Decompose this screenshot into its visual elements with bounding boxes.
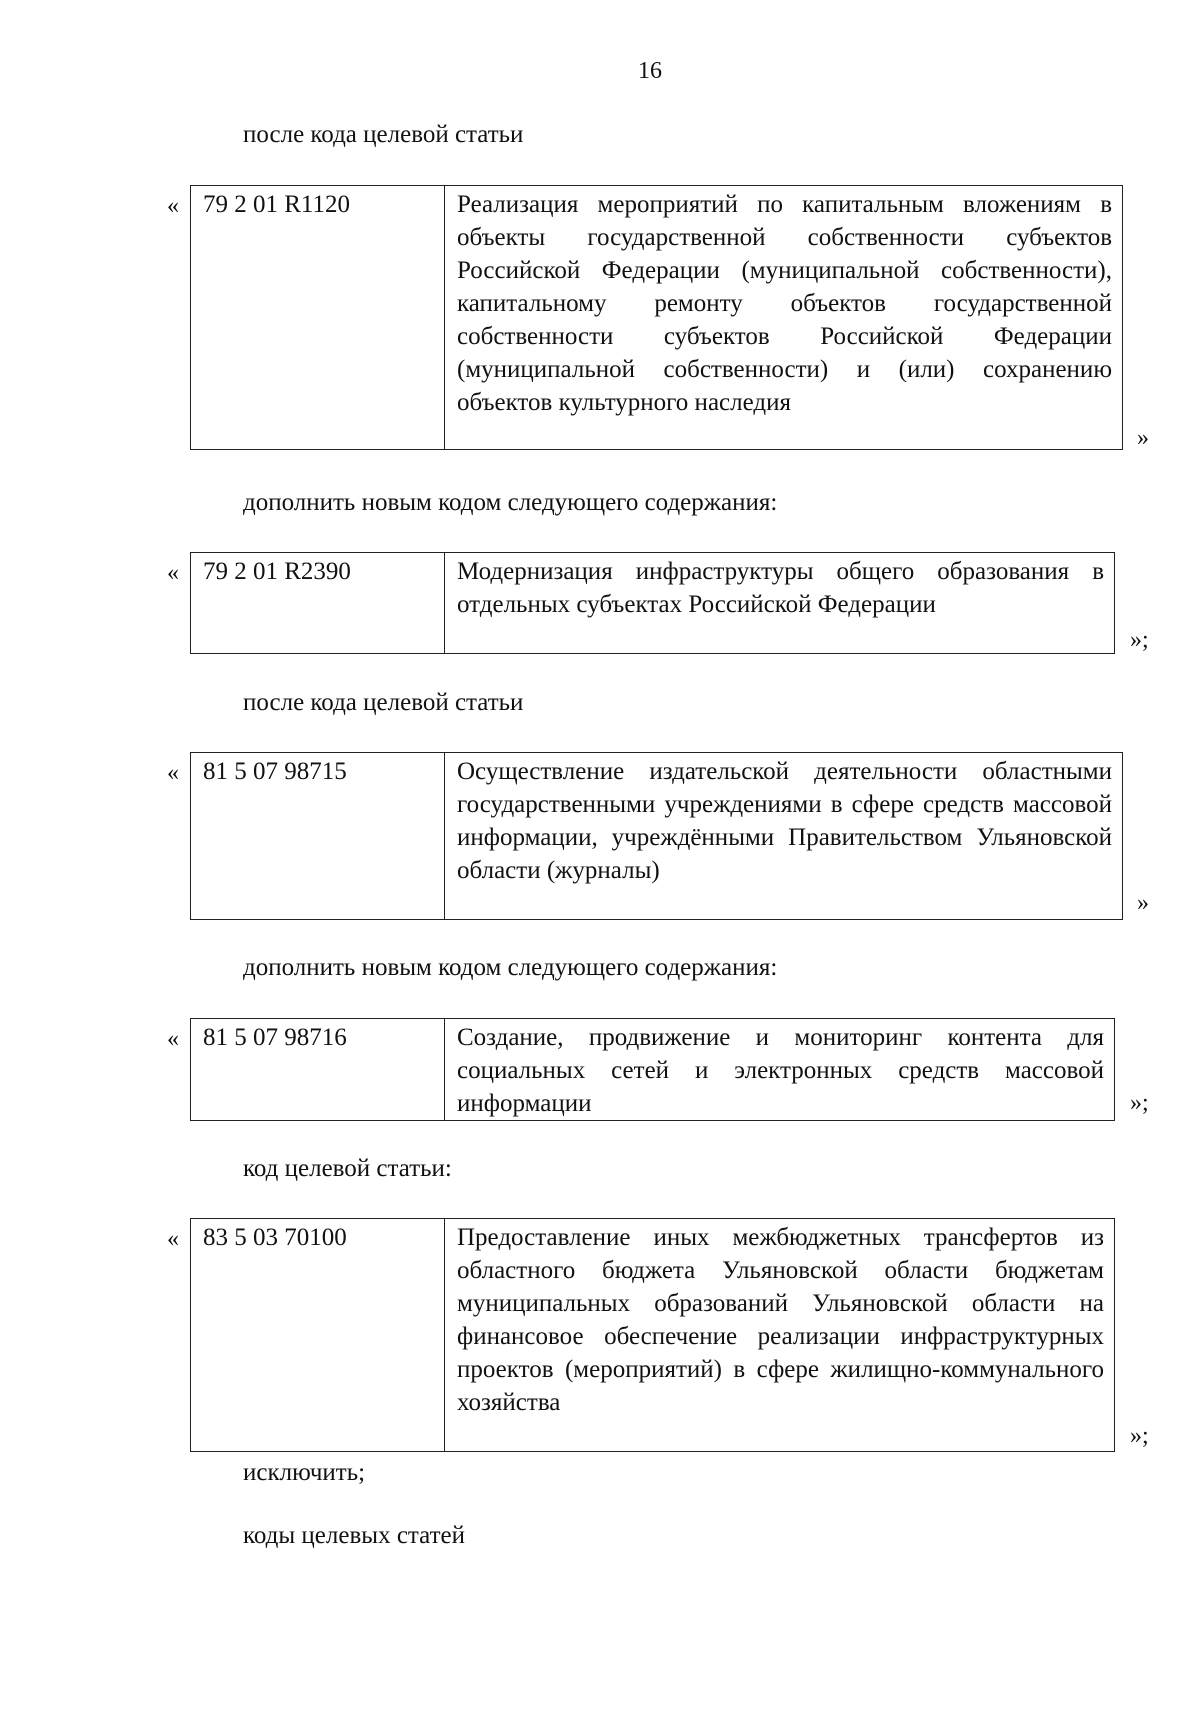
close-quote: »; [1130, 627, 1149, 653]
open-quote: « [167, 193, 179, 219]
code-table [190, 185, 1123, 450]
description-text: Создание, продвижение и мониторинг контента для социальных сетей и электронных средств массовой информации [457, 1024, 1104, 1117]
open-quote: « [167, 560, 179, 586]
close-quote: » [1137, 425, 1149, 451]
description-cell [445, 753, 1123, 920]
code-table [190, 1018, 1115, 1121]
code-cell: 79 2 01 R1120 [191, 186, 445, 450]
instruction-exclude: исключить; [243, 1459, 366, 1486]
close-quote: » [1137, 890, 1149, 916]
code-table [190, 552, 1115, 654]
code-table [190, 752, 1123, 920]
description-text: Предоставление иных межбюджетных трансфертов из областного бюджета Ульяновской области бюджетам муниципальных образований Ульяновской области на финансовое обеспечение реализации инфраструктурных проектов (мероприятий) в сфере жилищно-коммунального хозяйства [457, 1224, 1104, 1416]
instruction-after-code-2: после кода целевой статьи [243, 689, 524, 716]
instruction-add-code-1: дополнить новым кодом следующего содержания: [243, 489, 778, 516]
description-cell [445, 186, 1123, 450]
description-cell [445, 553, 1115, 654]
open-quote: « [167, 760, 179, 786]
code-cell: 79 2 01 R2390 [191, 553, 445, 654]
open-quote: « [167, 1226, 179, 1252]
close-quote: »; [1130, 1423, 1149, 1449]
code-cell: 83 5 03 70100 [191, 1219, 445, 1452]
description-text: Осуществление издательской деятельности областными государственными учреждениями в сфере средств массовой информации, учреждёнными Правительством Ульяновской области (журналы) [457, 758, 1112, 884]
instruction-code-article: код целевой статьи: [243, 1155, 452, 1182]
instruction-codes-articles: коды целевых статей [243, 1522, 465, 1549]
code-table [190, 1218, 1115, 1452]
close-quote: »; [1130, 1090, 1149, 1116]
description-text: Реализация мероприятий по капитальным вложениям в объекты государственной собственности субъектов Российской Федерации (муниципальной собственности), капитальному ремонту объектов государственной собственности субъектов Российской Федерации (муниципальной собственности) и (или) сохранению объектов культурного наследия [457, 191, 1112, 416]
page-number: 16 [638, 58, 662, 84]
description-text: Модернизация инфраструктуры общего образования в отдельных субъектах Российской Федерации [457, 558, 1104, 618]
description-cell [445, 1219, 1115, 1452]
instruction-after-code-1: после кода целевой статьи [243, 121, 524, 148]
instruction-add-code-2: дополнить новым кодом следующего содержания: [243, 954, 778, 981]
code-cell: 81 5 07 98716 [191, 1019, 445, 1121]
description-cell [445, 1019, 1115, 1121]
open-quote: « [167, 1026, 179, 1052]
code-cell: 81 5 07 98715 [191, 753, 445, 920]
